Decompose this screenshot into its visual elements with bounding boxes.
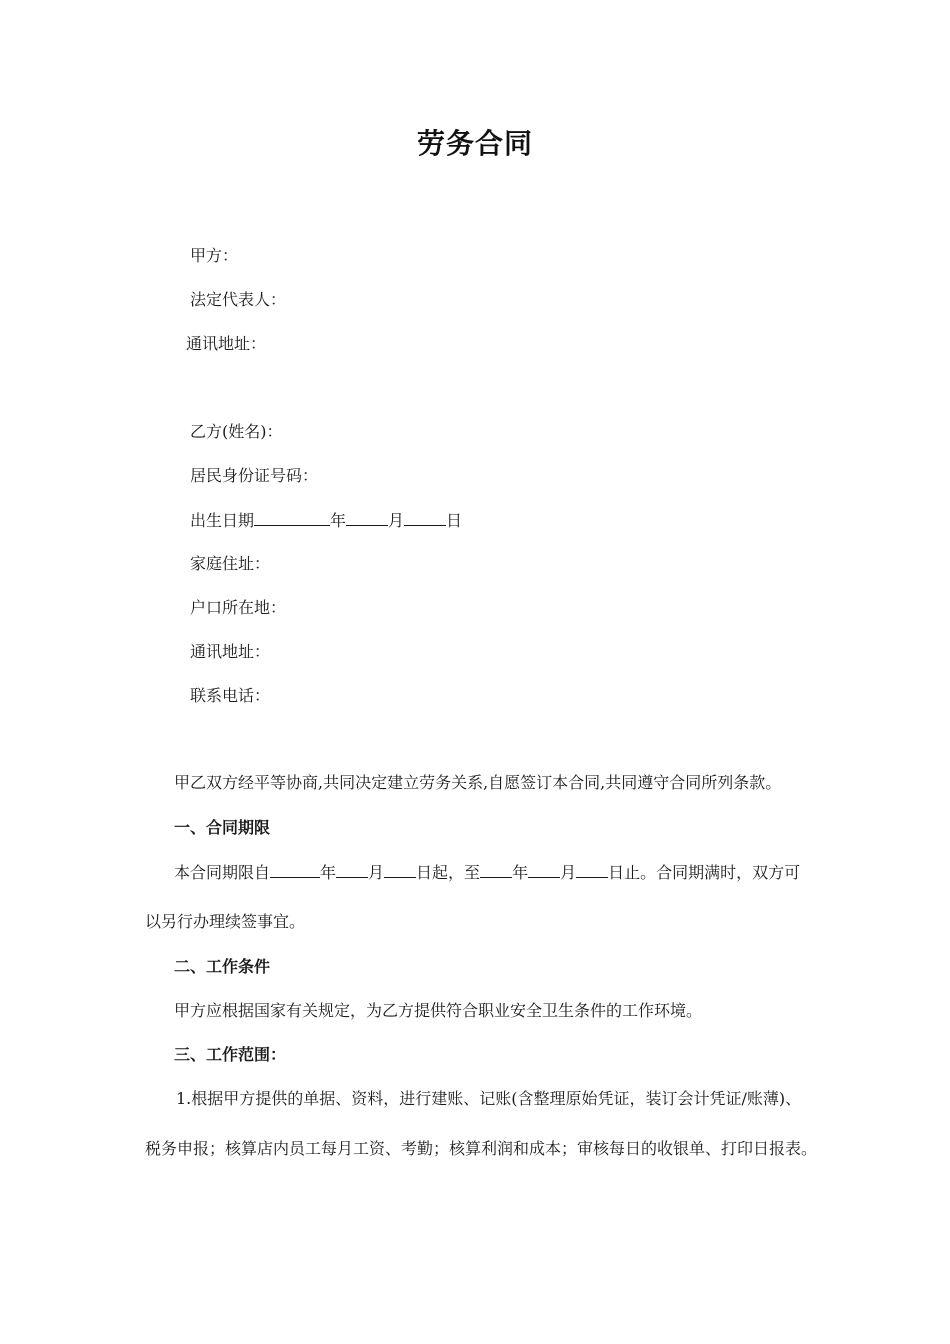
section-term-line1 xyxy=(174,861,800,884)
party-b-address-label: 通讯地址： xyxy=(190,642,271,661)
party-b-id-label: 居民身份证号码： xyxy=(190,466,319,485)
term-start-day-blank xyxy=(384,861,416,878)
term-start-month-blank xyxy=(336,861,368,878)
party-b-home-label: 家庭住址： xyxy=(190,554,271,573)
party-b-hukou-label: 户口所在地： xyxy=(190,598,287,617)
term-end-month: 月 xyxy=(560,863,577,882)
term-start-year: 年 xyxy=(320,863,337,882)
birth-label: 出生日期 xyxy=(190,511,255,530)
section-scope-heading: 三、工作范围： xyxy=(174,1045,287,1064)
party-a-legal-rep-label: 法定代表人： xyxy=(190,290,287,309)
term-end-year-blank xyxy=(480,861,512,878)
party-a-address-label: 通讯地址： xyxy=(186,334,267,353)
party-b-birth-line xyxy=(190,509,462,532)
section-term-heading: 一、合同期限 xyxy=(174,818,271,837)
birth-day-label: 日 xyxy=(446,511,463,530)
term-end-year: 年 xyxy=(512,863,529,882)
party-b-name-label: 乙方(姓名)： xyxy=(190,422,283,441)
section-scope-item1-line2: 税务申报；核算店内员工每月工资、考勤；核算利润和成本；审核每日的收银单、打印日报表。 xyxy=(145,1139,818,1158)
birth-month-blank xyxy=(346,509,388,526)
term-end-day-blank xyxy=(576,861,608,878)
section-conditions-heading: 二、工作条件 xyxy=(174,957,271,976)
term-end-month-blank xyxy=(528,861,560,878)
intro-paragraph: 甲乙双方经平等协商,共同决定建立劳务关系,自愿签订本合同,共同遵守合同所列条款。 xyxy=(174,773,782,792)
section-scope-item1-line1: 1.根据甲方提供的单据、资料，进行建账、记账(含整理原始凭证，装订会计凭证/账薄)、 xyxy=(176,1089,802,1108)
document-title: 劳务合同 xyxy=(416,127,533,160)
birth-year-blank xyxy=(254,509,330,526)
term-start-month: 月 xyxy=(368,863,385,882)
term-start-text: 本合同期限自 xyxy=(174,863,271,882)
party-a-name-label: 甲方： xyxy=(190,246,239,265)
birth-day-blank xyxy=(404,509,446,526)
section-conditions-text: 甲方应根据国家有关规定，为乙方提供符合职业安全卫生条件的工作环境。 xyxy=(174,1001,703,1020)
birth-year-label: 年 xyxy=(330,511,347,530)
party-b-phone-label: 联系电话： xyxy=(190,686,271,705)
term-start-year-blank xyxy=(270,861,320,878)
birth-month-label: 月 xyxy=(388,511,405,530)
term-end-day: 日止。合同期满时，双方可 xyxy=(608,863,801,882)
term-start-day: 日起，至 xyxy=(416,863,481,882)
section-term-line2: 以另行办理续签事宜。 xyxy=(145,912,306,931)
